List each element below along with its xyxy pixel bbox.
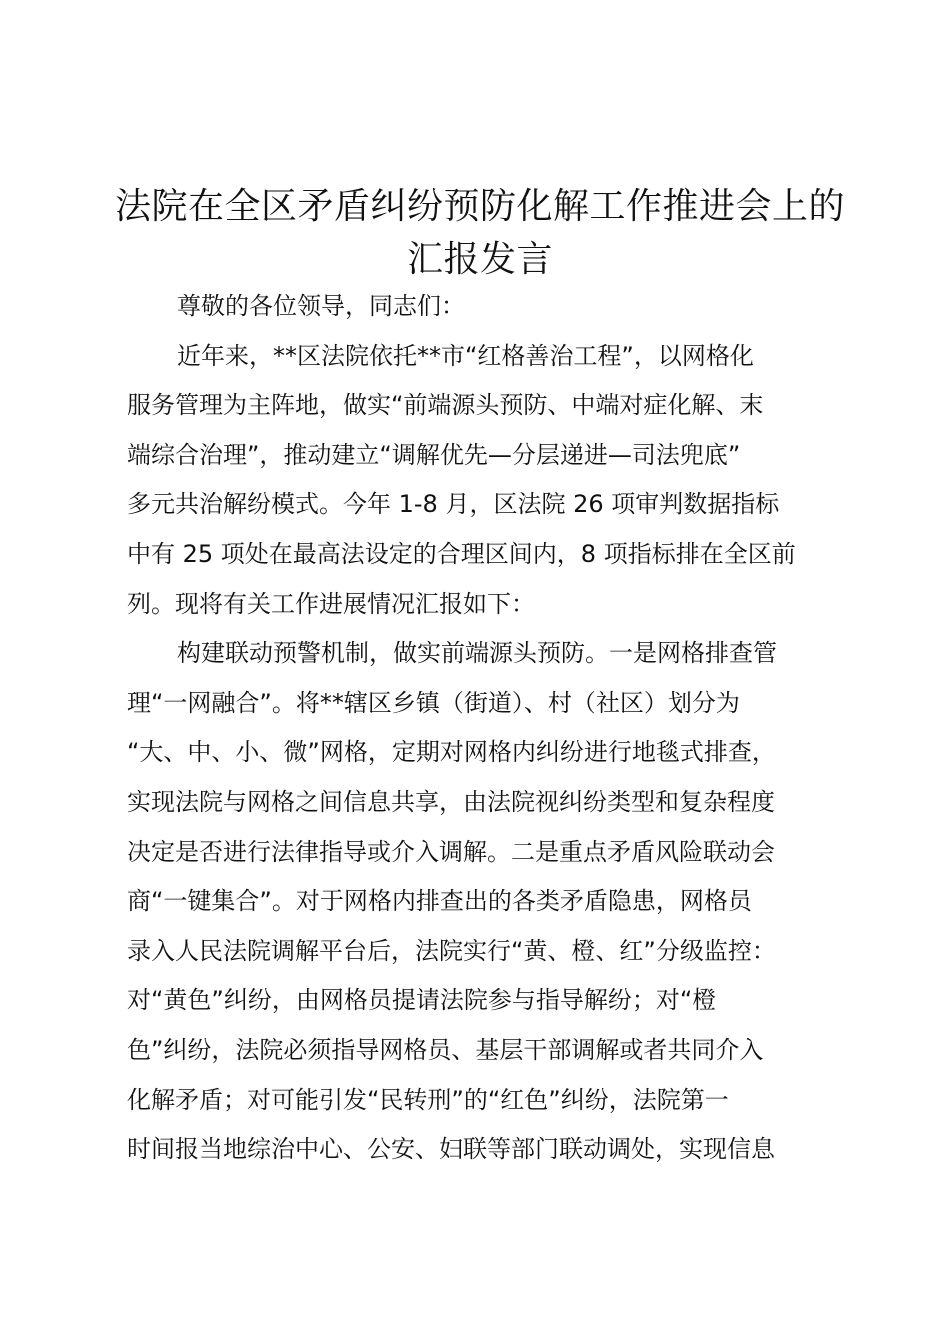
document-body xyxy=(127,282,847,1175)
title-line-1: 法院在全区矛盾纠纷预防化解工作推进会上的 xyxy=(114,186,845,227)
paragraph-2-line-10: 化解矛盾；对可能引发“民转刑”的“红色”纠纷，法院第一 xyxy=(127,1085,729,1114)
paragraph-2-line-7: 录入人民法院调解平台后，法院实行“黄、橙、红”分级监控： xyxy=(127,936,776,965)
paragraph-2-line-1: 构建联动预警机制，做实前端源头预防。一是网格排查管 xyxy=(177,639,777,668)
paragraph-1-line-2: 服务管理为主阵地，做实“前端源头预防、中端对症化解、末 xyxy=(127,391,764,420)
paragraph-2-line-5: 决定是否进行法律指导或介入调解。二是重点矛盾风险联动会 xyxy=(127,837,775,866)
document-title xyxy=(110,180,850,286)
paragraph-2-line-6: 商“一键集合”。对于网格内排查出的各类矛盾隐患，网格员 xyxy=(127,887,752,916)
paragraph-2-line-3: “大、中、小、微”网格，定期对网格内纠纷进行地毯式排查， xyxy=(127,738,776,767)
paragraph-1-line-5: 中有 25 项处在最高法设定的合理区间内，8 项指标排在全区前 xyxy=(127,539,796,568)
paragraph-1-line-4: 多元共治解纷模式。今年 1-8 月，区法院 26 项审判数据指标 xyxy=(127,490,780,519)
paragraph-2-line-2: 理“一网融合”。将**辖区乡镇（街道）、村（社区）划分为 xyxy=(127,688,740,717)
paragraph-2-line-9: 色”纠纷，法院必须指导网格员、基层干部调解或者共同介入 xyxy=(127,1035,764,1064)
paragraph-2-line-11: 时间报当地综治中心、公安、妇联等部门联动调处，实现信息 xyxy=(127,1135,775,1164)
paragraph-1-line-6: 列。现将有关工作进展情况汇报如下： xyxy=(127,589,535,618)
title-line-2: 汇报发言 xyxy=(406,239,553,280)
paragraph-2-line-8: 对“黄色”纠纷，由网格员提请法院参与指导解纷；对“橙 xyxy=(127,986,717,1015)
salutation-line: 尊敬的各位领导，同志们： xyxy=(177,292,465,320)
paragraph-2-line-4: 实现法院与网格之间信息共享，由法院视纠纷类型和复杂程度 xyxy=(127,787,775,816)
paragraph-1-line-3: 端综合治理”，推动建立“调解优先—分层递进—司法兜底” xyxy=(127,440,741,469)
paragraph-1-line-1: 近年来，**区法院依托**市“红格善治工程”，以网格化 xyxy=(177,341,754,370)
